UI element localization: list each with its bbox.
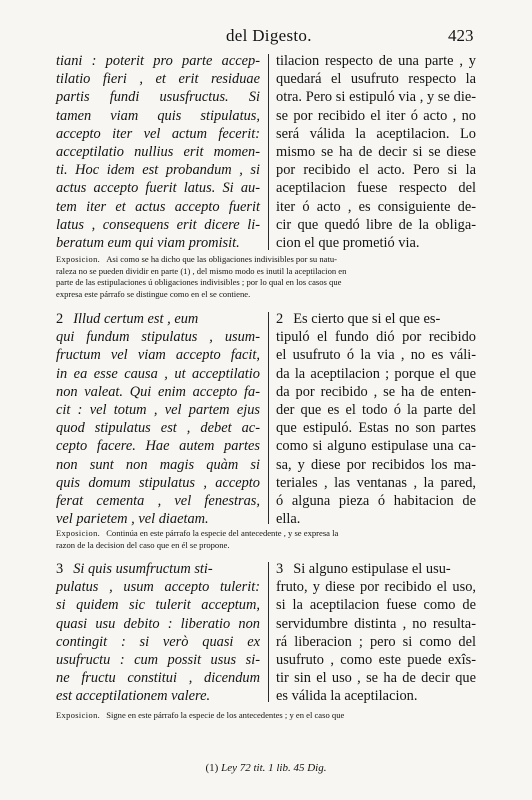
latin-line: acceptilatio nullius erit momen- <box>56 143 260 160</box>
exposicion-block <box>56 254 482 300</box>
exposicion-block <box>56 710 482 722</box>
paragraph-number: 2 <box>56 311 64 327</box>
spanish-text: Es cierto que si el que es- <box>293 311 441 327</box>
exposicion-text: Continúa en este párrafo la especie del antecedente , y se expresa la <box>106 528 339 538</box>
exposicion-line: raleza no se pueden dividir en parte (1) , del mismo modo es inutil la aceptilacion en <box>56 265 347 276</box>
spanish-line: ella. <box>276 511 301 528</box>
column-divider <box>268 562 269 702</box>
section2-spanish-column <box>276 310 476 528</box>
latin-text: Illud certum est , eum <box>73 311 199 327</box>
spanish-line: es válida la aceptilacion. <box>276 688 418 705</box>
latin-line: cepto facere. Hae autem partes <box>56 438 260 455</box>
spanish-line: cir que quedó libre de la obliga- <box>276 216 476 233</box>
spanish-line: será válida la aceptilacion. Lo <box>276 125 476 142</box>
latin-line: vel parietem , vel diaetam. <box>56 511 209 528</box>
exposicion-line <box>56 254 482 266</box>
latin-line: latus , consequens erit dicere li- <box>56 216 260 233</box>
latin-line: qui fundum stipulatus , usum- <box>56 329 260 346</box>
latin-line: ferat cementa , vel fenestras, <box>56 492 260 509</box>
latin-line: usufructu : cum possit usus si- <box>56 651 260 668</box>
section3-latin-column <box>56 560 260 706</box>
spanish-line: se por recibido el iter ó acto , no <box>276 107 476 124</box>
column-divider <box>268 312 269 524</box>
latin-line: contingit : si verò quasi ex <box>56 633 260 650</box>
spanish-line: otra. Pero si estipuló via , y se die- <box>276 89 476 106</box>
spanish-line: da por recibido , se ha de enten- <box>276 383 476 400</box>
running-title: del Digesto. <box>226 26 312 45</box>
spanish-line: servidumbre distinta , no resulta- <box>276 615 476 632</box>
latin-line: non valeat. Qui enim accepto fa- <box>56 383 260 400</box>
spanish-line: si la aceptilacion fuese como de <box>276 597 476 614</box>
page-header <box>0 26 532 52</box>
spanish-line: tilacion respecto de una parte , y <box>276 53 476 69</box>
paragraph-number: 3 <box>276 561 284 577</box>
latin-line: beratum eum qui viam promisit. <box>56 234 240 251</box>
latin-line: quis domum stipulatus , accepto <box>56 474 260 491</box>
latin-line: cit : vel totum , vel partem ejus <box>56 401 260 418</box>
exposicion-label: Exposicion. <box>56 711 101 720</box>
exposicion-line: parte de las estipulaciones ú obligaciones indivisibles ; por lo qual en los casos que <box>56 277 342 288</box>
latin-line: tem iter et actus accepto fuerit <box>56 198 260 215</box>
exposicion-line <box>56 710 482 722</box>
latin-line: non sunt non magis quàm si <box>56 456 260 473</box>
spanish-line: quedará el usufruto respecto la <box>276 71 476 88</box>
latin-line: tilatio fieri , et erit residuae <box>56 71 260 88</box>
latin-line: actus accepto fuerit latus. Si au- <box>56 180 260 197</box>
spanish-line: tipuló el fundo dió por recibido <box>276 329 476 346</box>
spanish-line: aceptilacion fuese respecto del <box>276 180 476 197</box>
latin-line: in ea esse causa , ut acceptilatio <box>56 365 260 382</box>
latin-line: quasi usu debito : liberatio non <box>56 615 260 632</box>
latin-line <box>56 310 260 328</box>
latin-line: partis fundi ususfructus. Si <box>56 89 260 106</box>
exposicion-text: Signe en este párrafo la especie de los antecedentes ; y en el caso que <box>106 710 345 720</box>
latin-line <box>56 560 260 578</box>
spanish-line: sa, y diese por recibidos los ma- <box>276 456 476 473</box>
spanish-line: rá liberacion ; pero si como del <box>276 633 476 650</box>
exposicion-line: expresa este párrafo se distingue como en el se contiene. <box>56 288 251 299</box>
latin-line: si quidem sic tulerit acceptum, <box>56 597 260 614</box>
section1-spanish-column <box>276 52 476 252</box>
spanish-line: tir sin el uso , se ha de decir que <box>276 670 476 687</box>
footnote-reference: Ley 72 tit. 1 lib. 45 Dig. <box>221 762 327 774</box>
page-number: 423 <box>448 26 474 45</box>
latin-line: ti. Hoc idem est probandum , si <box>56 162 260 179</box>
spanish-line: que estipuló. Estas no son partes <box>276 420 476 437</box>
paragraph-number: 3 <box>56 561 64 577</box>
spanish-line: el usufruto ó la via , no es váli- <box>276 347 476 364</box>
latin-line: tiani : poterit pro parte accep- <box>56 53 260 69</box>
spanish-text: Si alguno estipulase el usu- <box>293 561 451 577</box>
spanish-line <box>276 310 476 328</box>
latin-line: fructum vel viam accepto facit, <box>56 347 260 364</box>
section2-latin-column <box>56 310 260 528</box>
column-divider <box>268 54 269 250</box>
spanish-line: iter ó acto , es consiguiente de- <box>276 198 476 215</box>
exposicion-text: Asi como se ha dicho que las obligaciones indivisibles por su natu- <box>106 254 337 264</box>
spanish-line: usufruto , como este puede exîs- <box>276 651 476 668</box>
spanish-line: der que es el todo ó la parte del <box>276 401 476 418</box>
spanish-line: teriales , las ventanas , la pared, <box>276 474 476 491</box>
exposicion-label: Exposicion. <box>56 255 101 264</box>
footnote <box>0 762 532 774</box>
spanish-line: mismo se ha de decir si se diese <box>276 143 476 160</box>
paragraph-number: 2 <box>276 311 284 327</box>
spanish-line: cion el que prometió via. <box>276 234 420 251</box>
latin-line: accepto iter vel actum fecerit: <box>56 125 260 142</box>
spanish-line: da la aceptilacion ; porque el que <box>276 365 476 382</box>
spanish-line <box>276 560 476 578</box>
footnote-mark: (1) <box>205 762 219 774</box>
latin-line: pulatus , usum accepto tulerit: <box>56 579 260 596</box>
spanish-line: como si alguno estipulase una ca- <box>276 438 476 455</box>
spanish-line: ó alguna pieza ó habitacion de <box>276 492 476 509</box>
spanish-line: fruto, y diese por recibido el uso, <box>276 579 476 596</box>
exposicion-block <box>56 528 482 551</box>
latin-line: ne fructu constitui , dicendum <box>56 670 260 687</box>
latin-text: Si quis usumfructum sti- <box>73 561 213 577</box>
exposicion-line <box>56 528 482 540</box>
section3-spanish-column <box>276 560 476 706</box>
latin-line: est acceptilationem valere. <box>56 688 211 705</box>
latin-line: quod stipulatus est , debet ac- <box>56 420 260 437</box>
section1-latin-column <box>56 52 260 252</box>
latin-line: tamen viam quis stipulatus, <box>56 107 260 124</box>
spanish-line: por recibido el acto. Pero si la <box>276 162 476 179</box>
exposicion-label: Exposicion. <box>56 529 101 538</box>
exposicion-line: razon de la decision del caso que en él se propone. <box>56 539 230 550</box>
